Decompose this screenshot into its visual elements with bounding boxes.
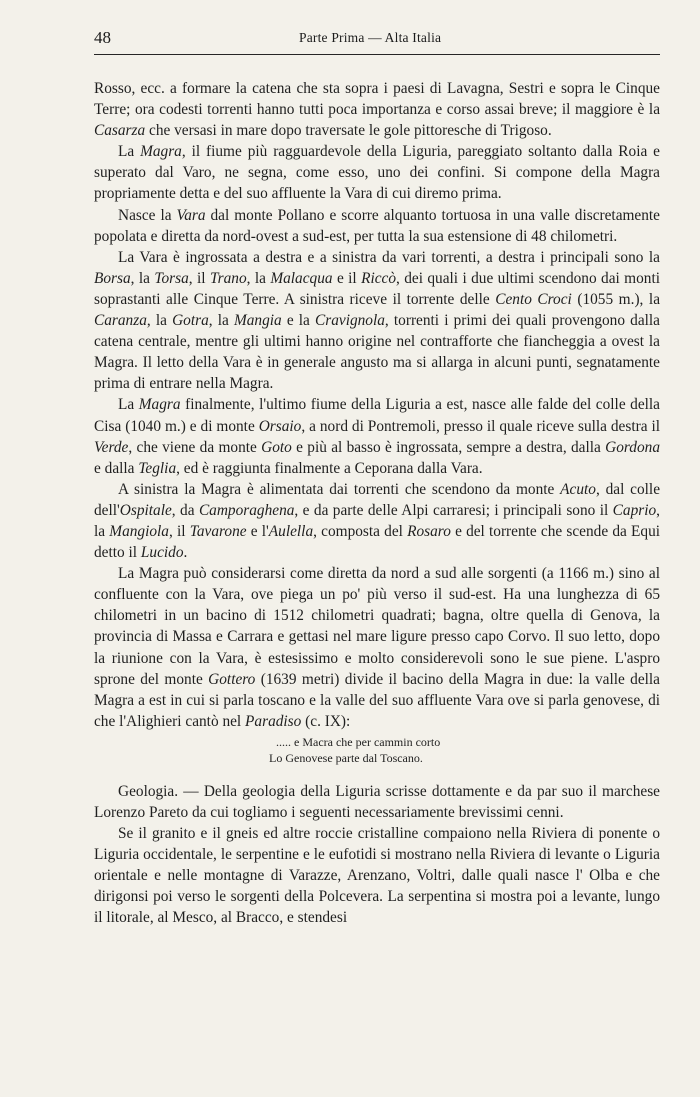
text-run: , che viene da monte <box>128 438 262 456</box>
text-run: , la <box>246 269 271 287</box>
text-run: , dei quali i due ultimi scendono dai monti soprastanti alle Cinque Terre. A sinistra riceve il torrente delle <box>94 269 660 308</box>
italic-term: Mangia <box>233 312 282 330</box>
text-run: (1055 m.), la <box>571 290 660 308</box>
text-run: Della geologia della Liguria scrisse dottamente e da par suo il marchese Lorenzo Pareto da cui togliamo i seguenti necessariamente brevissimi cenni. <box>94 782 660 821</box>
paragraph <box>94 247 660 395</box>
text-run: , da <box>171 501 199 519</box>
text-run: e la <box>281 312 316 330</box>
text-run: (c. IX): <box>301 712 351 730</box>
page-number: 48 <box>94 28 111 47</box>
text-run: , il <box>188 269 210 287</box>
paragraph <box>94 78 660 141</box>
text-run: Se il granito e il gneis ed altre roccie cristalline compaiono nella Riviera di ponente o Liguria occidentale, le serpentine e le eufotidi si mostrano nella Riviera di levante o Liguria orientale e nelle montagne di Varazze, Arenzano, Voltri, dalle quali nasce l' Olba e che dirigonsi poi verso le sorgenti della Polcevera. La serpentina si mostra poi a levante, lungo il litorale, al Mesco, al Bracco, e stendesi <box>94 825 660 927</box>
text-run: , composta del <box>313 522 408 540</box>
italic-term: Cravignola <box>315 312 385 330</box>
text-run: La <box>118 396 139 414</box>
section-heading: Geologia. — <box>118 782 199 800</box>
italic-term: Mangiola <box>109 522 169 540</box>
text-run: e il <box>332 269 362 287</box>
paragraph <box>94 394 660 478</box>
text-run: , la <box>208 312 234 330</box>
italic-term: Borsa <box>94 269 131 287</box>
italic-term: Rosaro <box>407 522 451 540</box>
italic-term: Malacqua <box>270 269 333 287</box>
text-run: , il fiume più ragguardevole della Liguria, pareggiato soltanto dalla Roia e superato dal Varo, ne segna, come esso, uno dei confini. Si compone della Magra propriamente detta e del suo affluente la Vara di cui diremo prima. <box>94 143 660 203</box>
italic-term: Caranza <box>94 312 147 330</box>
paragraph <box>94 205 660 247</box>
italic-term: Magra <box>138 396 181 414</box>
italic-term: Tavarone <box>189 522 247 540</box>
italic-term: Verde <box>94 438 129 456</box>
text-run: e dalla <box>94 459 139 477</box>
text-run: , dal colle dell' <box>94 480 661 519</box>
italic-term: Goto <box>261 438 292 456</box>
text-run: , ed è raggiunta finalmente a Ceporana dalla Vara. <box>176 459 483 477</box>
text-run: La Vara è ingrossata a destra e a sinistra da vari torrenti, a destra i principali sono la <box>118 248 660 266</box>
italic-term: Torsa <box>154 269 189 287</box>
italic-term: Orsaio <box>258 417 302 435</box>
italic-term: Aulella <box>268 522 314 540</box>
italic-term: Magra <box>140 143 182 161</box>
italic-term: Riccò <box>361 269 397 287</box>
text-run: finalmente, l'ultimo fiume della Liguria a est, nasce alle falde del colle della Cisa (1040 m.) e di monte <box>94 396 660 435</box>
text-run: Nasce la <box>118 206 177 224</box>
text-run: e del torrente che scende da Equi detto il <box>94 522 660 562</box>
geology-paragraph <box>94 781 660 823</box>
text-run: La <box>118 143 141 161</box>
italic-term: Cento Croci <box>495 290 572 308</box>
verse-line: ..... e Macra che per cammin corto <box>276 734 441 749</box>
italic-term: Gordona <box>605 438 660 456</box>
text-run: . <box>183 544 188 562</box>
text-run: La Magra può considerarsi come diretta da nord a sud alle sorgenti (a 1166 m.) sino al confluente con la Vara, ove piega un po' più verso il sud-est. Ha una lunghezza di 65 chilometri in un bacino di 1512 chilometri quadrati; bagna, oltre quella di Genova, la provincia di Massa e Carrara e gettasi nel mare ligure presso capo Corvo. Il suo letto, dopo la riunione con la Vara, è estesissimo e molto considerevoli sono le sue piene. L'aspro sprone del monte <box>94 565 660 688</box>
text-run: , la <box>146 312 173 330</box>
paragraph <box>94 563 660 732</box>
running-title: Parte Prima — Alta Italia <box>299 30 442 45</box>
italic-term: Casarza <box>94 122 146 140</box>
paragraph <box>94 823 660 928</box>
italic-term: Caprio <box>612 501 657 519</box>
italic-term: Teglia <box>138 459 177 477</box>
paragraph <box>94 141 660 204</box>
verse-line: Lo Genovese parte dal Toscano. <box>269 751 423 766</box>
italic-term: Gotra <box>172 312 209 330</box>
text-run: (1639 metri) divide il bacino della Magra in due: la valle della Magra a est in cui si parla toscano e la valle del suo affluente Vara ove si parla genovese, di che l'Alighieri cantò nel <box>94 670 660 730</box>
body-text <box>94 78 660 929</box>
text-run: dal monte Pollano e scorre alquanto tortuosa in una valle discretamente popolata e diretta da nord-ovest a sud-est, per tutta la sua estensione di 48 chilometri. <box>94 206 660 245</box>
header-rule <box>94 54 660 55</box>
italic-term: Vara <box>176 206 206 224</box>
italic-term: Ospitale <box>119 501 172 519</box>
text-run: e più al basso è ingrossata, sempre a destra, dalla <box>291 438 606 456</box>
italic-term: Trano <box>209 269 247 287</box>
italic-term: Gottero <box>208 670 256 688</box>
italic-term: Acuto <box>560 480 596 498</box>
italic-term: Lucido <box>140 544 184 562</box>
text-run: , la <box>130 269 155 287</box>
text-run: , la <box>94 501 660 540</box>
italic-term: Paradiso <box>245 712 302 730</box>
italic-term: Camporaghena <box>198 501 295 519</box>
text-run: che versasi in mare dopo traversate le gole pittoresche di Trigoso. <box>145 122 552 140</box>
running-head <box>94 28 660 50</box>
text-run: , a nord di Pontremoli, presso il quale riceve sulla destra il <box>301 417 660 435</box>
text-run: , il <box>168 522 190 540</box>
text-run: A sinistra la Magra è alimentata dai torrenti che scendono da monte <box>118 480 561 498</box>
text-run: , e da parte delle Alpi carraresi; i principali sono il <box>294 501 613 519</box>
text-run: e l' <box>246 522 269 540</box>
paragraph <box>94 479 660 563</box>
verse-quotation <box>94 732 660 781</box>
text-run: , torrenti i primi dei quali provengono dalla catena centrale, mentre gli ultimi hanno origine nel contrafforte che fiancheggia a ovest la Magra. Il letto della Vara è in generale angusto ma si allarga in alcuni punti, segnatamente prima di entrare nella Magra. <box>94 312 660 393</box>
text-run: Rosso, ecc. a formare la catena che sta sopra i paesi di Lavagna, Sestri e sopra le Cinque Terre; ora codesti torrenti hanno tutti poca importanza e corso assai breve; il maggiore è la <box>94 80 660 119</box>
